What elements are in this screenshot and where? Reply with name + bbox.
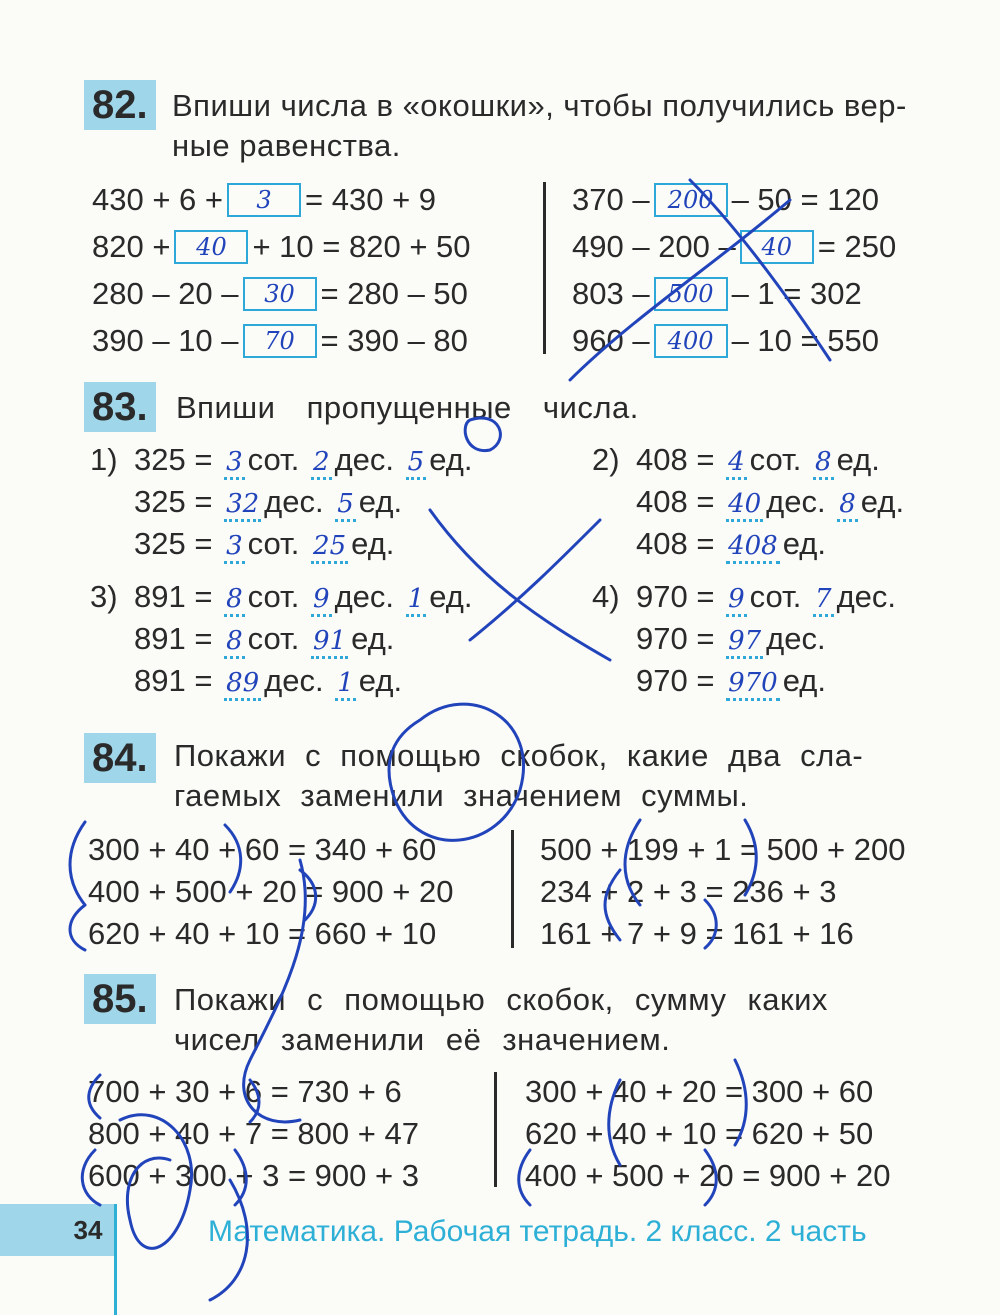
task-84-number: 84. — [84, 733, 156, 783]
task-83-line — [134, 619, 394, 661]
task-82-text-line1: Впиши числа в «окошки», чтобы получились вер- — [172, 88, 907, 123]
answer-fill: 25 — [311, 531, 348, 564]
bracket-84-1 — [70, 822, 85, 905]
answer-box: 200 — [654, 183, 728, 217]
task-84-divider — [511, 830, 514, 948]
line-text: дес. — [264, 484, 324, 519]
answer-fill: 5 — [335, 489, 356, 522]
line-text: сот. — [247, 442, 300, 477]
answer-fill: 1 — [335, 668, 356, 701]
answer-fill: 8 — [837, 489, 858, 522]
task-82-number: 82. — [84, 80, 156, 130]
answer-fill: 40 — [726, 489, 763, 522]
line-text: 408 = — [636, 526, 715, 561]
line-text: ед. — [429, 579, 473, 614]
equation-right: 620 + 40 + 10 = 620 + 50 — [525, 1116, 874, 1151]
answer-box: 3 — [227, 183, 301, 217]
answer-fill: 408 — [726, 531, 780, 564]
line-text: 325 = — [134, 484, 213, 519]
line-text: дес. — [334, 579, 395, 614]
task-82-equation-left — [92, 227, 471, 267]
equation-left: 620 + 40 + 10 = 660 + 10 — [88, 916, 437, 951]
page-number: 34 — [62, 1204, 114, 1256]
task-82-equation-right — [572, 180, 879, 220]
equation-end: = 390 – 80 — [320, 323, 468, 358]
answer-box: 400 — [654, 324, 728, 358]
line-text: дес. — [334, 442, 395, 477]
equation-left: 800 + 40 + 7 = 800 + 47 — [88, 1116, 419, 1151]
task-83-line — [134, 440, 472, 482]
task-83-group-label: 3) — [90, 579, 118, 614]
equation-end: = 280 – 50 — [320, 276, 468, 311]
line-text: сот. — [749, 579, 802, 614]
line-text: ед. — [782, 663, 826, 698]
line-text: сот. — [247, 526, 300, 561]
equation-right: 234 + 2 + 3 = 236 + 3 — [540, 874, 837, 909]
task-83-line — [134, 661, 402, 703]
answer-box: 30 — [243, 277, 317, 311]
answer-fill: 1 — [406, 584, 427, 617]
equation-left: 700 + 30 + 6 = 730 + 6 — [88, 1074, 402, 1109]
answer-box: 40 — [174, 230, 248, 264]
equation-start: 820 + — [92, 229, 171, 264]
equation-right: 161 + 7 + 9 = 161 + 16 — [540, 916, 854, 951]
task-85-divider — [494, 1072, 497, 1187]
task-85-number: 85. — [84, 974, 156, 1024]
equation-end: – 1 = 302 — [731, 276, 862, 311]
equation-start: 280 – 20 – — [92, 276, 239, 311]
answer-fill: 5 — [406, 447, 427, 480]
equation-left: 300 + 40 + 60 = 340 + 60 — [88, 832, 437, 867]
line-text: 970 = — [636, 621, 715, 656]
answer-fill: 2 — [311, 447, 332, 480]
task-82-equation-left — [92, 274, 468, 314]
line-text: ед. — [358, 663, 403, 698]
footer-title: Математика. Рабочая тетрадь. 2 класс. 2 часть — [208, 1215, 867, 1248]
equation-start: 370 – — [572, 182, 650, 217]
equation-end: = 430 + 9 — [305, 182, 437, 217]
equation-right: 500 + 199 + 1 = 500 + 200 — [540, 832, 906, 867]
scribble-line-2 — [470, 520, 600, 640]
task-82-equation-left — [92, 180, 436, 220]
line-text: сот. — [247, 579, 300, 614]
equation-end: – 50 = 120 — [731, 182, 879, 217]
line-text: 891 = — [134, 579, 213, 614]
answer-fill: 8 — [224, 584, 245, 617]
task-85-text — [174, 980, 828, 1060]
task-84-text — [174, 736, 863, 816]
line-text: ед. — [782, 526, 826, 561]
task-83-line — [636, 661, 826, 703]
line-text: дес. — [836, 579, 897, 614]
equation-start: 803 – — [572, 276, 650, 311]
line-text: ед. — [358, 484, 403, 519]
task-83-line — [636, 482, 904, 524]
task-83-line — [636, 619, 826, 661]
task-83-group-label: 4) — [592, 579, 620, 614]
line-text: 970 = — [636, 663, 715, 698]
task-85-text-line2: чисел заменили её значением. — [174, 1022, 671, 1057]
line-text: ед. — [351, 526, 395, 561]
line-text: 891 = — [134, 621, 213, 656]
line-text: ед. — [836, 442, 880, 477]
footer-margin-line — [114, 1204, 117, 1315]
line-text: сот. — [749, 442, 802, 477]
task-84-text-line1: Покажи с помощью скобок, какие два сла- — [174, 738, 864, 773]
answer-fill: 32 — [224, 489, 261, 522]
line-text: 325 = — [134, 526, 213, 561]
answer-fill: 9 — [311, 584, 332, 617]
answer-fill: 91 — [311, 626, 348, 659]
line-text: 325 = — [134, 442, 213, 477]
answer-fill: 8 — [813, 447, 834, 480]
line-text: дес. — [766, 484, 826, 519]
task-85-text-line1: Покажи с помощью скобок, сумму каких — [174, 982, 828, 1017]
equation-end: + 10 = 820 + 50 — [252, 229, 471, 264]
task-83-line — [134, 482, 402, 524]
task-82-divider — [543, 182, 546, 354]
answer-fill: 9 — [726, 584, 747, 617]
task-83-line — [134, 577, 472, 619]
task-83-line — [134, 524, 394, 566]
equation-start: 430 + 6 + — [92, 182, 224, 217]
equation-end: = 250 — [817, 229, 897, 264]
task-83-group-label: 1) — [90, 442, 118, 477]
task-83-number: 83. — [84, 382, 156, 432]
equation-start: 960 – — [572, 323, 650, 358]
answer-fill: 97 — [726, 626, 763, 659]
task-83-line — [636, 524, 826, 566]
answer-box: 70 — [243, 324, 317, 358]
answer-box: 40 — [740, 230, 814, 264]
task-82-equation-right — [572, 321, 879, 361]
line-text: сот. — [247, 621, 300, 656]
equation-right: 300 + 40 + 20 = 300 + 60 — [525, 1074, 874, 1109]
equation-left: 600 + 300 + 3 = 900 + 3 — [88, 1158, 419, 1193]
equation-end: – 10 = 550 — [731, 323, 879, 358]
equation-left: 400 + 500 + 20 = 900 + 20 — [88, 874, 454, 909]
equation-start: 390 – 10 – — [92, 323, 239, 358]
line-text: ед. — [351, 621, 395, 656]
task-83-line — [636, 577, 896, 619]
task-84-text-line2: гаемых заменили значением суммы. — [174, 778, 749, 813]
line-text: дес. — [264, 663, 324, 698]
equation-right: 400 + 500 + 20 = 900 + 20 — [525, 1158, 891, 1193]
line-text: 891 = — [134, 663, 213, 698]
line-text: 408 = — [636, 442, 715, 477]
line-text: ед. — [860, 484, 905, 519]
task-82-equation-right — [572, 227, 896, 267]
task-83-text: Впиши пропущенные числа. — [176, 390, 639, 425]
line-text: дес. — [766, 621, 826, 656]
task-83-line — [636, 440, 880, 482]
equation-start: 490 – 200 – — [572, 229, 736, 264]
task-82-text-line2: ные равенства. — [172, 128, 401, 163]
footer-accent-bar — [0, 1204, 62, 1256]
answer-fill: 4 — [726, 447, 747, 480]
answer-box: 500 — [654, 277, 728, 311]
answer-fill: 3 — [224, 531, 245, 564]
line-text: 970 = — [636, 579, 715, 614]
bracket-84-3 — [70, 905, 85, 950]
answer-fill: 8 — [224, 626, 245, 659]
task-82-equation-right — [572, 274, 862, 314]
answer-fill: 7 — [813, 584, 834, 617]
answer-fill: 970 — [726, 668, 780, 701]
line-text: 408 = — [636, 484, 715, 519]
answer-fill: 3 — [224, 447, 245, 480]
task-82-text — [172, 86, 907, 166]
task-83-group-label: 2) — [592, 442, 620, 477]
line-text: ед. — [429, 442, 473, 477]
task-82-equation-left — [92, 321, 468, 361]
answer-fill: 89 — [224, 668, 261, 701]
